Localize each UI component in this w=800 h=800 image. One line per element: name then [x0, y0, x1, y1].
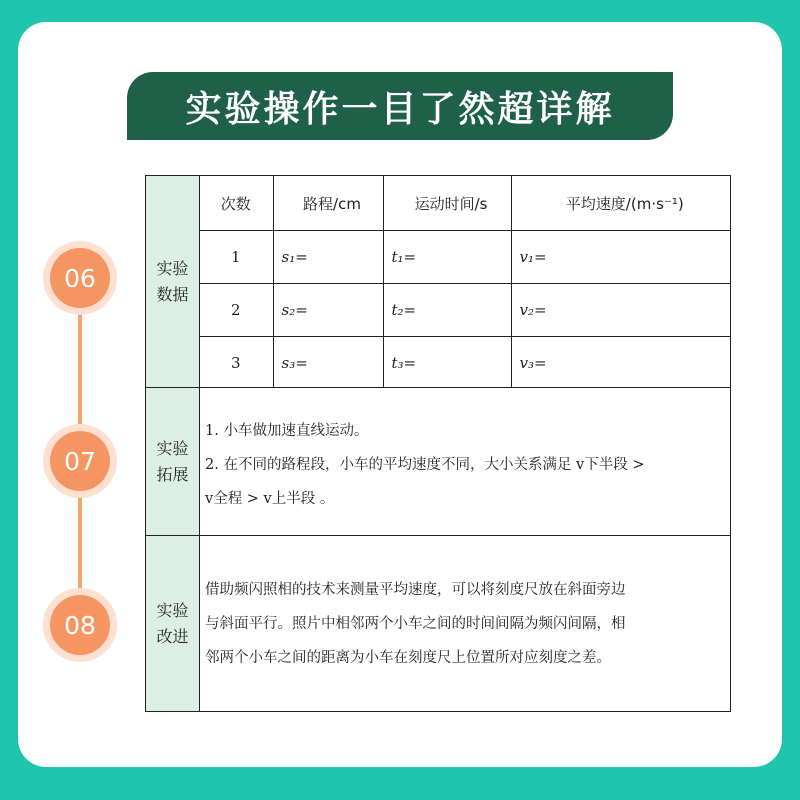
body-line: 与斜面平行。照片中相邻两个小车之间的时间间隔为频闪间隔，相: [205, 616, 626, 632]
table-cell: v₁=: [511, 231, 730, 284]
table-cell: s₂=: [273, 284, 383, 337]
body-line: 1. 小车做加速直线运动。: [205, 423, 369, 439]
body-line: 借助频闪照相的技术来测量平均速度，可以将刻度尺放在斜面旁边: [205, 582, 626, 598]
table-cell: v₃=: [511, 337, 730, 390]
step-badge-06: 06: [50, 248, 110, 308]
section-body: [199, 388, 730, 536]
page-title: 实验操作一目了然超详解: [127, 72, 673, 140]
column-header: 次数: [199, 176, 273, 231]
column-header: 路程/cm: [273, 176, 383, 231]
section-label: [146, 176, 200, 388]
table-row: [199, 231, 730, 284]
body-line: 邻两个小车之间的距离为小车在刻度尺上位置所对应刻度之差。: [205, 650, 611, 666]
body-line: v全程 > v上半段 。: [205, 491, 335, 507]
table-cell: 1: [199, 231, 273, 284]
data-table: [199, 176, 730, 389]
section-label-line: 实验: [156, 259, 189, 278]
step-badge-07: 07: [50, 431, 110, 491]
table-cell: s₃=: [273, 337, 383, 390]
section-label-line: 实验: [156, 600, 189, 620]
body-line: 2. 在不同的路程段，小车的平均速度不同，大小关系满足 v下半段 >: [205, 457, 645, 473]
table-cell: v₂=: [511, 284, 730, 337]
table-cell: t₂=: [383, 284, 511, 337]
section-label-line: 数据: [156, 285, 189, 304]
section-body: [199, 536, 730, 711]
table-row: [199, 284, 730, 337]
column-header: 平均速度/(m·s⁻¹): [511, 176, 730, 231]
column-header: 运动时间/s: [383, 176, 511, 231]
table-cell: t₃=: [383, 337, 511, 390]
table-cell: 2: [199, 284, 273, 337]
section-experiment-improvement: [145, 535, 731, 712]
step-badge-08: 08: [50, 595, 110, 655]
section-experiment-data: [145, 175, 731, 389]
section-label-line: 改进: [156, 626, 189, 646]
section-experiment-extension: [145, 387, 731, 537]
section-label-line: 拓展: [156, 465, 189, 484]
table-header-row: [199, 176, 730, 231]
table-cell: 3: [199, 337, 273, 390]
section-label: [146, 388, 200, 536]
table-cell: s₁=: [273, 231, 383, 284]
section-label: [146, 536, 200, 711]
section-label-line: 实验: [156, 439, 189, 458]
table-cell: t₁=: [383, 231, 511, 284]
table-row: [199, 337, 730, 390]
